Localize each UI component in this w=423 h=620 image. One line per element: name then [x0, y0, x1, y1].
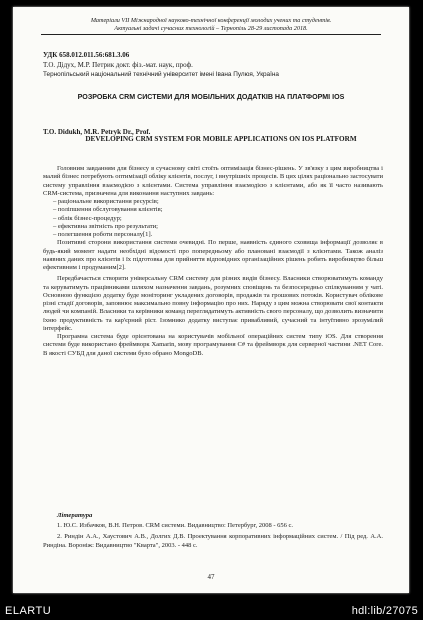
- task-list-item: – поліпшення обслуговування клієнтів;: [53, 206, 163, 214]
- reference-item: 2. Риндін А.А., Хаустович А.В., Долгих Д.В. Проектування корпоративних інформаційних систем. / Під ред. А.А. Риндіна. Вороніж: Видавництво "Кварта", 2003. - 448 с.: [43, 533, 383, 549]
- paragraph-4: Програмна система буде орієнтована на користувачів мобільної операційних систем типу iOS. Для створення системи буде використано фреймворк Xamarin, мову програмування C# та фреймворк для серверної частини .NET Core. В якості СУБД для даної системи було обрано MongoDB.: [43, 333, 383, 357]
- paragraph-3: Передбачається створити універсальну CRM систему для різних видів бізнесу. Власники створюватимуть команду та керуватимуть працівниками шляхом назначення завдань, розумних сповіщень та безпосередньо спілкуванням у чаті. Основною функцією додатку буде моніторинг укладених договорів, продажів та грошових потоків. Користувач облікове різні стадії договорів, заповнює максимально повну інформацію про них. Наряду з цим можна створювати свої контакти людей чи компаній. Власники та керівники команд переглядатимуть активність свого персоналу, що дозволить визначити їхню продуктивність та кар'єрний ріст. Ізомнико додатку виступає привабливий, сучасний та інтуїтивно зрозумілий інтерфейс.: [43, 275, 383, 332]
- task-list-item: – облік бізнес-процедур;: [53, 214, 122, 222]
- literature-heading: Література: [57, 512, 93, 519]
- running-header: [29, 17, 393, 35]
- page-number: 47: [207, 573, 215, 581]
- paragraph-1: Головним завданням для бізнесу в сучасному світі стоїть оптимізація бізнес-рішень. У зв'язку з цим виробництва і малий бізнес потребують оптимізації обліку клієнтів, послуг, і внутрішніх процесів. В цих цілях раціонально застосувати систему управління взаємодією з клієнтами. Система управління взаємодією з клієнтами, або як її часто називають CRM-система, призначена для виконання наступних завдань:: [43, 165, 383, 197]
- header-line-2: Актуальні задачі сучасних технологій – Тернопіль 28-29 листопада 2018.: [114, 25, 308, 32]
- institution-ua: Тернопільський національний технічний університет імені Івана Пулюя, Україна: [43, 71, 279, 78]
- reference-item: 1. Ю.С. Избачков, В.Н. Петров. CRM системи. Видавництво: Петербург, 2008 - 656 с.: [57, 522, 294, 529]
- title-en: DEVELOPING CRM SYSTEM FOR MOBILE APPLICATIONS ON IOS PLATFORM: [85, 135, 357, 143]
- task-list-item: – ефективна звітність про результати;: [53, 222, 158, 230]
- repository-label: ELARTU: [5, 605, 52, 617]
- title-ua: РОЗРОБКА CRM СИСТЕМИ ДЛЯ МОБІЛЬНИХ ДОДАТКІВ НА ПЛАТФОРМІ IOS: [77, 93, 345, 101]
- paragraph-2: Позитивні сторони використання системи очевидні. По перше, наявність єдиного сховища інформації дозволяє в будь-який момент надати необхідні відомості про попередньому або плановані взаємодії з клієнтами. Також аналіз наявних даних про клієнтів і їх підготовка для прийняття відповідних організаційних рішень робить виробництво більш ефективним і продуманим[2].: [43, 239, 383, 271]
- authors-ua: Т.О. Дідух, М.Р. Петрик докт. фіз.-мат. наук, проф.: [43, 61, 193, 69]
- task-list-item: – раціональне використання ресурсів;: [53, 198, 159, 205]
- handle-identifier: hdl:lib/27075: [351, 605, 418, 617]
- paper-page: [13, 7, 409, 593]
- udk-code: УДК 658.012.011.56:681.3.06: [43, 51, 130, 59]
- header-rule: [41, 34, 381, 35]
- article-body: [43, 165, 383, 358]
- header-line-1: Матеріали VII Міжнародної науково-технічної конференції молодих учених та студентів.: [90, 17, 332, 24]
- task-list-item: – полегшення роботи персоналу[1].: [53, 231, 153, 238]
- references-list: [43, 522, 383, 553]
- authors-en: T.O. Didukh, M.R. Petryk Dr., Prof.: [43, 128, 151, 136]
- task-list: [43, 198, 383, 239]
